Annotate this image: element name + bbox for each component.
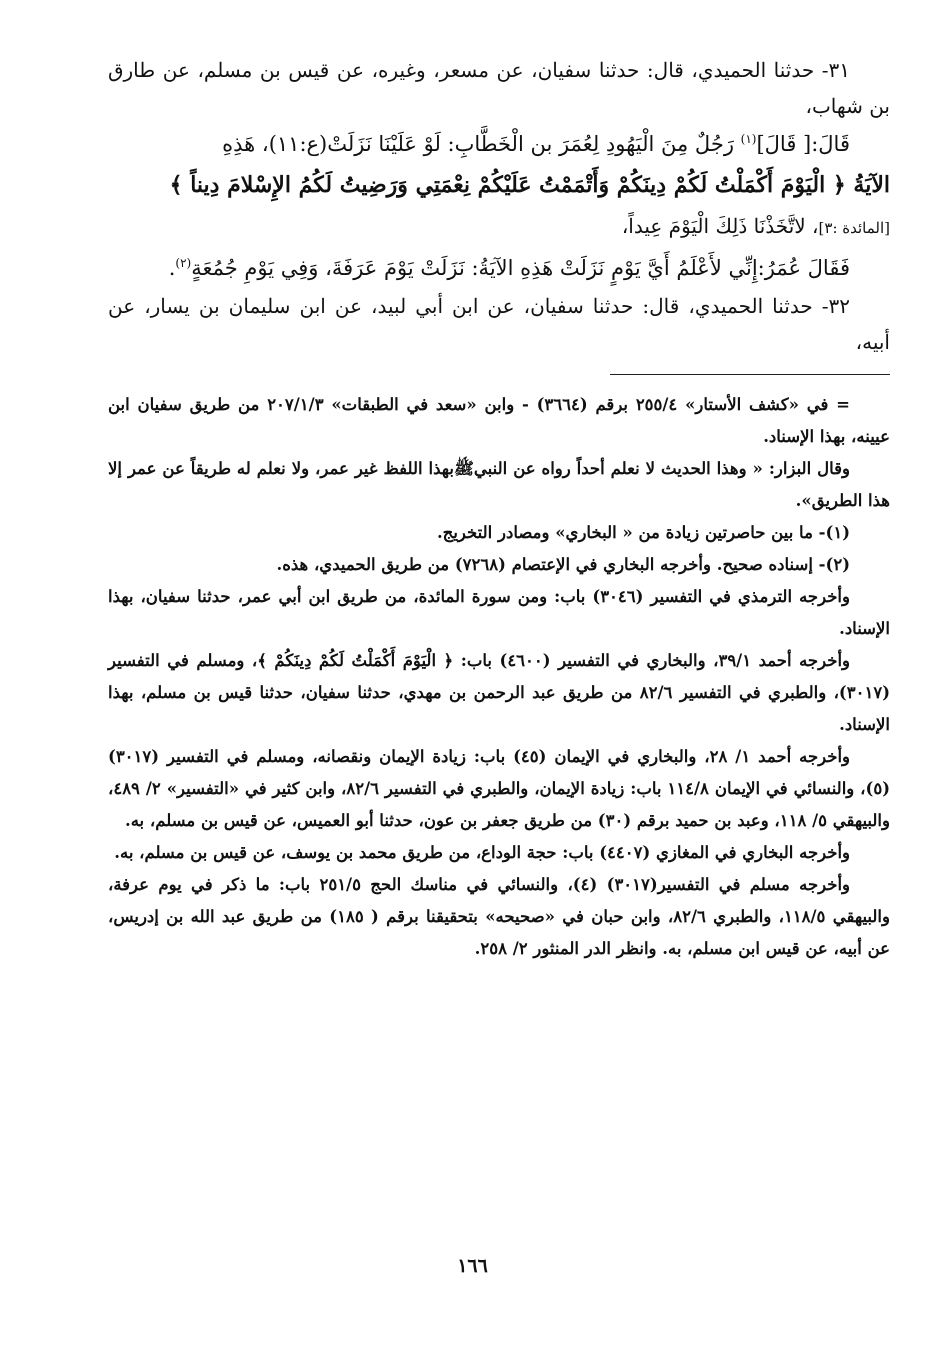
umar-reply-end: .: [168, 256, 176, 280]
umar-reply: [108, 248, 890, 288]
footnote-marker-1: (١): [740, 132, 757, 146]
footnotes: [108, 389, 890, 965]
footnote-ahmad-1: وأخرجه أحمد ٣٩/١، والبخاري في التفسير (٤٦٠٠) باب: ﴿ الْيَوْمَ أَكْمَلْتُ لَكُمْ دِينَكُمْ ﴾، ومسلم في التفسير (٣٠١٧)، والطبري في التفسير ٨٢/٦ من طريق عبد الرحمن بن مهدي، حدثنا سفيان، حدثنا قيس بن مسلم، بهذا الإسناد.: [108, 651, 890, 734]
verse-prefix: الآيَةُ: [845, 172, 890, 198]
page-number: ١٦٦: [457, 1255, 488, 1277]
footnote-tirmidhi: وأخرجه الترمذي في التفسير (٣٠٤٦) باب: ومن سورة المائدة، من طريق ابن أبي عمر، حدثنا سفيان، بهذا الإسناد.: [108, 587, 890, 638]
footnote-muslim: وأخرجه مسلم في التفسير(٣٠١٧) (٤)، والنسائي في مناسك الحج ٢٥١/٥ باب: ما ذكر في يوم عرفة، والبيهقي ١١٨/٥، والطبري ٨٢/٦، وابن حبان في «صحيحه» بتحقيقنا برقم ( ١٨٥) من طريق عبد الله بن إدريس، عن أبيه، عن قيس ابن مسلم، به. وانظر الدر المنثور ٢/ ٢٥٨.: [108, 875, 890, 958]
quote-continuation: رَجُلٌ مِنَ الْيَهُودِ لِعُمَرَ بن الْخَطَّابِ: لَوْ عَلَيْنَا نَزَلَتْ(ع:١١)، هَذِهِ: [222, 132, 741, 156]
hadith-31-line-2: عن طارق بن شهاب،: [108, 58, 890, 118]
footnote-separator: [610, 374, 890, 375]
surah-reference: [المائدة :٣]: [818, 219, 890, 237]
umar-reply-text: فَقَالَ عُمَرُ:إِنِّي لأَعْلَمُ أَيَّ يَوْمٍ نَزَلَتْ هَذِهِ الآيَةُ: نَزَلَتْ يَوْمَ عَرَفَةَ، وَفِي يَوْمِ جُمُعَةٍ: [191, 256, 850, 280]
footnote-bazzar: وقال البزار: « وهذا الحديث لا نعلم أحداً رواه عن النبيﷺبهذا اللفظ غير عمر، ولا نعلم له طريقاً عن عمر إلا هذا الطريق».: [108, 459, 890, 510]
hadith-32-line-2: يسار، عن أبيه،: [108, 294, 890, 354]
document-page: [108, 52, 890, 1352]
hadith-31-line-1: ٣١- حدثنا الحميدي، قال: حدثنا سفيان، عن مسعر، وغيره، عن قيس بن مسلم،: [197, 58, 851, 82]
footnote-bukhari-maghazi: وأخرجه البخاري في المغازي (٤٤٠٧) باب: حجة الوداع، من طريق محمد بن يوسف، عن قيس بن مسلم، به.: [114, 843, 850, 862]
footnote-1: (١)- ما بين حاصرتين زيادة من « البخاري» ومصادر التخريج.: [436, 523, 850, 542]
footnote-ahmad-2: وأخرجه أحمد ١/ ٢٨، والبخاري في الإيمان (٤٥) باب: زيادة الإيمان ونقصانه، ومسلم في التفسير (٣٠١٧) (٥)، والنسائي في الإيمان ١١٤/٨ باب: زيادة الإيمان، والطبري في التفسير ٨٢/٦، وابن كثير في «التفسير» ٢/ ٤٨٩، والبيهقي ٥/ ١١٨، وعبد بن حميد برقم (٣٠) من طريق جعفر بن عون، حدثنا أبو العميس، عن قيس بن مسلم، به.: [108, 747, 891, 830]
main-text: [108, 52, 890, 360]
hadith-31-chain: [108, 52, 890, 124]
verse-reference-line: [108, 206, 890, 248]
footnote-continuation: = في «كشف الأستار» ٢٥٥/٤ برقم (٣٦٦٤) - وابن «سعد في الطبقات» ٢٠٧/١/٣ من طريق سفيان ابن عيينه، بهذا الإسناد.: [108, 395, 890, 446]
quran-verse: ﴿ الْيَوْمَ أَكْمَلْتُ لَكُمْ دِينَكُمْ وَأَتْمَمْتُ عَلَيْكُمْ نِعْمَتِي وَرَضِيتُ لَكُمُ الإِسْلامَ دِيناً ﴾: [169, 172, 846, 198]
footnote-2: (٢)- إسناده صحيح. وأخرجه البخاري في الإعتصام (٧٢٦٨) من طريق الحميدي، هذه.: [276, 555, 850, 574]
quran-verse-line: [108, 164, 890, 206]
verse-ending: ، لاتَّخَذْنَا ذَلِكَ الْيَوْمَ عِيداً،: [621, 214, 819, 238]
hadith-32-chain: [108, 288, 890, 360]
footnote-marker-2: (٢): [175, 256, 192, 270]
hadith-31-matn-opening: [108, 124, 890, 164]
quote-opening: قَالَ:[ قَالَ]: [756, 132, 850, 156]
hadith-32-line-1: ٣٢- حدثنا الحميدي، قال: حدثنا سفيان، عن ابن أبي لبيد، عن ابن سليمان بن: [198, 294, 850, 318]
